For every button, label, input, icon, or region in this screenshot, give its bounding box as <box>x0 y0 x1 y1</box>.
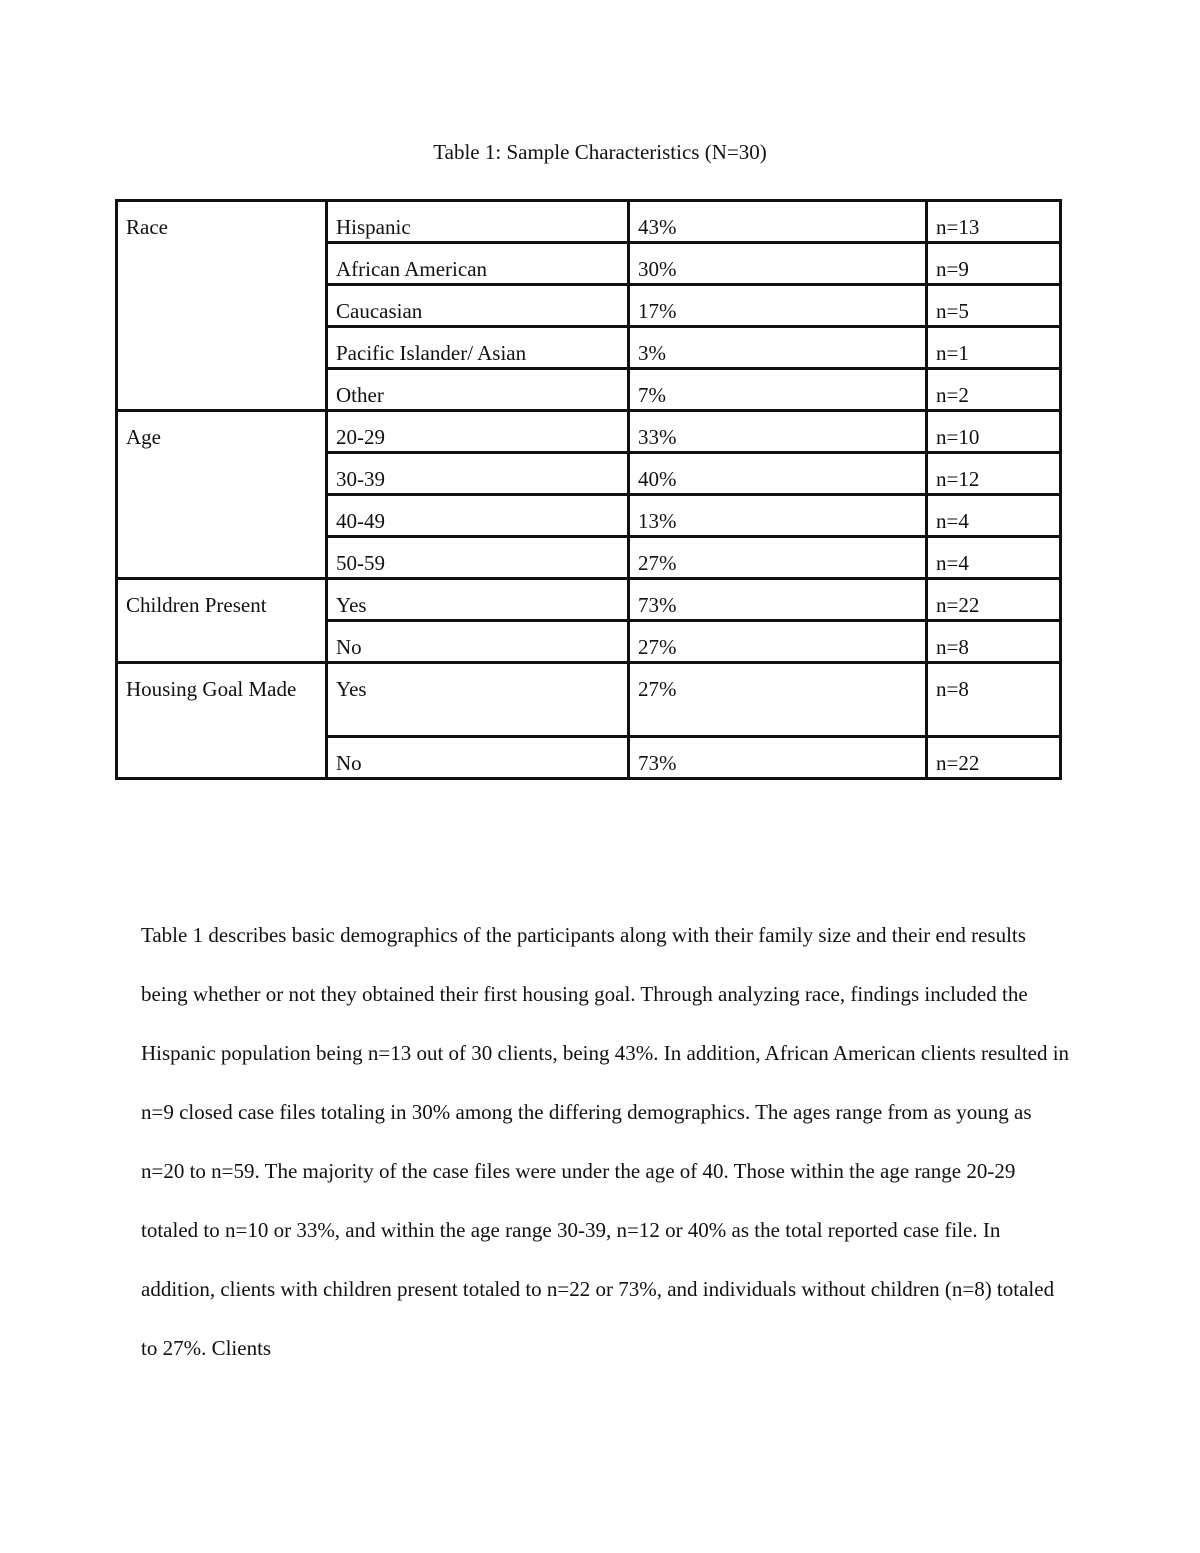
row-percent: 33% <box>629 411 927 453</box>
table-row <box>117 201 1061 243</box>
description-paragraph: Table 1 describes basic demographics of the participants along with their family size and their end results being whether or not they obtained their first housing goal. Through analyzing race, findings included the Hispanic population being n=13 out of 30 clients, being 43%. In addition, African American clients resulted in n=9 closed case files totaling in 30% among the differing demographics. The ages range from as young as n=20 to n=59. The majority of the case files were under the age of 40. Those within the age range 20-29 totaled to n=10 or 33%, and within the age range 30-39, n=12 or 40% as the total reported case file. In addition, clients with children present totaled to n=22 or 73%, and individuals without children (n=8) totaled to 27%. Clients <box>141 923 1070 1360</box>
row-label: 40-49 <box>327 495 629 537</box>
category-cell-race: Race <box>117 201 327 411</box>
row-percent: 43% <box>629 201 927 243</box>
row-count: n=10 <box>927 411 1061 453</box>
row-label: No <box>327 621 629 663</box>
row-percent: 30% <box>629 243 927 285</box>
row-label: Other <box>327 369 629 411</box>
row-percent: 7% <box>629 369 927 411</box>
row-label: Hispanic <box>327 201 629 243</box>
row-percent: 27% <box>629 621 927 663</box>
row-percent: 27% <box>629 663 927 737</box>
row-label: Pacific Islander/ Asian <box>327 327 629 369</box>
row-percent: 73% <box>629 737 927 779</box>
row-count: n=4 <box>927 537 1061 579</box>
table-row <box>117 663 1061 737</box>
row-percent: 17% <box>629 285 927 327</box>
row-label: 50-59 <box>327 537 629 579</box>
table-row <box>117 411 1061 453</box>
row-percent: 73% <box>629 579 927 621</box>
row-count: n=22 <box>927 579 1061 621</box>
row-count: n=8 <box>927 663 1061 737</box>
row-percent: 27% <box>629 537 927 579</box>
row-percent: 13% <box>629 495 927 537</box>
row-label: Caucasian <box>327 285 629 327</box>
category-cell-housing-goal-made: Housing Goal Made <box>117 663 327 779</box>
table-caption: Table 1: Sample Characteristics (N=30) <box>433 140 767 164</box>
row-label: African American <box>327 243 629 285</box>
row-count: n=22 <box>927 737 1061 779</box>
row-label: 30-39 <box>327 453 629 495</box>
row-percent: 3% <box>629 327 927 369</box>
row-label: No <box>327 737 629 779</box>
row-count: n=13 <box>927 201 1061 243</box>
row-percent: 40% <box>629 453 927 495</box>
table-row <box>117 579 1061 621</box>
row-count: n=1 <box>927 327 1061 369</box>
row-count: n=12 <box>927 453 1061 495</box>
body-text <box>141 906 1071 1378</box>
row-count: n=8 <box>927 621 1061 663</box>
row-label: 20-29 <box>327 411 629 453</box>
category-cell-children-present: Children Present <box>117 579 327 663</box>
row-count: n=2 <box>927 369 1061 411</box>
row-count: n=4 <box>927 495 1061 537</box>
sample-characteristics-table <box>115 199 1062 780</box>
row-label: Yes <box>327 579 629 621</box>
row-count: n=9 <box>927 243 1061 285</box>
row-count: n=5 <box>927 285 1061 327</box>
row-label: Yes <box>327 663 629 737</box>
category-cell-age: Age <box>117 411 327 579</box>
